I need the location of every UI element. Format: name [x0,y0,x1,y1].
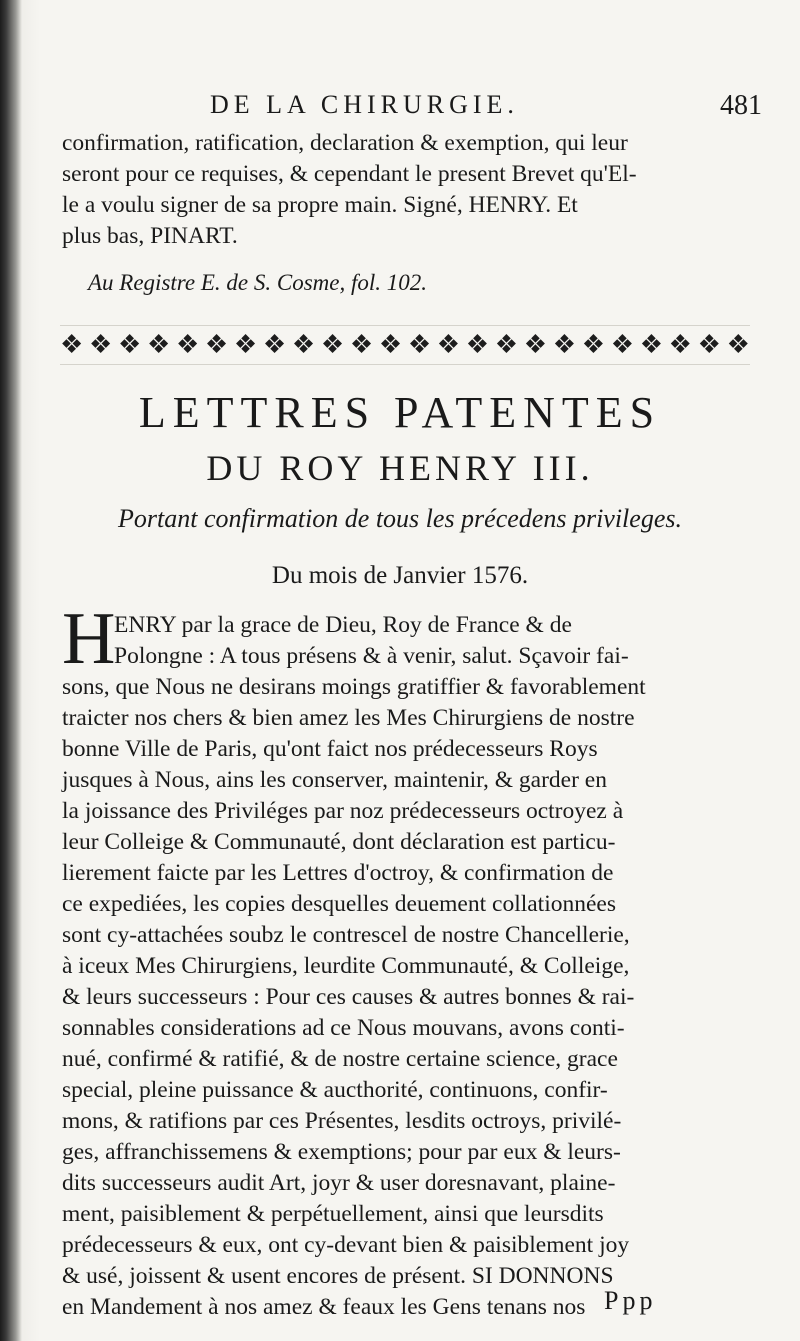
text-line: bonne Ville de Paris, qu'ont faict nos prédecesseurs Roys [62,736,598,762]
fleuron-icon: ❖ [523,330,548,360]
document-title-line-2: DU ROY HENRY III. [206,448,594,488]
fleuron-icon: ❖ [697,330,721,360]
page-number: 481 [720,90,762,121]
fleuron-icon: ❖ [291,330,316,360]
previous-text-block [62,128,752,252]
fleuron-icon: ❖ [639,330,663,360]
text-line: Polongne : A tous présens & à venir, salut. Sçavoir fai- [114,643,629,669]
fleuron-icon: ❖ [494,330,519,360]
text-line: nué, confirmé & ratifié, & de nostre certaine science, grace [62,1046,618,1072]
document-subtitle: Portant confirmation de tous les précedens privileges. [118,504,682,533]
text-line: sonnables considerations ad ce Nous mouvans, avons conti- [62,1015,625,1041]
fleuron-icon: ❖ [320,330,345,360]
fleuron-icon: ❖ [436,330,461,360]
text-line: plus bas, PINART. [62,223,238,249]
text-line: lierement faicte par les Lettres d'octroy, & confirmation de [62,860,614,886]
text-line: seront pour ce requises, & cependant le present Brevet qu'El- [62,161,637,187]
text-line: & usé, joissent & usent encores de présent. SI DONNONS [62,1263,614,1289]
text-line: & leurs successeurs : Pour ces causes & autres bonnes & rai- [62,984,635,1010]
register-note: Au Registre E. de S. Cosme, fol. 102. [88,270,427,295]
catchword: Ppp [604,1286,657,1315]
body-text-block [62,610,752,1323]
fleuron-icon: ❖ [581,330,606,360]
running-title: DE LA CHIRURGIE. [210,90,519,119]
fleuron-icon: ❖ [465,330,490,360]
page-header [210,90,770,124]
fleuron-icon: ❖ [552,330,577,360]
fleuron-icon: ❖ [349,330,374,360]
text-line: dits successeurs audit Art, joyr & user doresnavant, plaine- [62,1170,616,1196]
text-line: en Mandement à nos amez & feaux les Gens tenans nos [62,1294,586,1320]
text-line: ce expediées, les copies desquelles deuement collationnées [62,891,616,917]
fleuron-icon: ❖ [117,330,142,360]
text-line: leur Colleige & Communauté, dont déclaration est particu- [62,829,616,855]
book-spine-shadow [0,0,22,1341]
fleuron-icon: ❖ [60,330,84,360]
fleuron-icon: ❖ [668,330,692,360]
fleuron-icon: ❖ [610,330,635,360]
fleuron-icon: ❖ [233,330,258,360]
text-line: ment, paisiblement & perpétuellement, ainsi que leursdits [62,1201,604,1227]
fleuron-icon: ❖ [378,330,403,360]
date-line: Du mois de Janvier 1576. [271,562,529,589]
fleuron-icon: ❖ [204,330,229,360]
text-line: confirmation, ratification, declaration & exemption, qui leur [62,130,628,156]
text-line: ENRY par la grace de Dieu, Roy de France & de [114,612,572,638]
fleuron-icon: ❖ [407,330,432,360]
text-line: special, pleine puissance & aucthorité, continuons, confir- [62,1077,608,1103]
text-line: à iceux Mes Chirurgiens, leurdite Communauté, & Colleige, [62,953,630,979]
fleuron-icon: ❖ [146,330,171,360]
text-line: ges, affranchissemens & exemptions; pour par eux & leurs- [62,1139,621,1165]
text-line: la joissance des Priviléges par noz prédecesseurs octroyez à [62,798,624,824]
text-line: jusques à Nous, ains les conserver, maintenir, & garder en [62,767,607,793]
fleuron-icon: ❖ [726,330,750,360]
drop-cap: H [62,598,116,680]
text-line: prédecesseurs & eux, ont cy-devant bien & paisiblement joy [62,1232,630,1258]
fleuron-icon: ❖ [262,330,287,360]
fleuron-icon: ❖ [88,330,113,360]
text-line: le a voulu signer de sa propre main. Signé, HENRY. Et [62,192,578,218]
text-line: sont cy-attachées soubz le contrescel de nostre Chancellerie, [62,922,630,948]
text-line: sons, que Nous ne desirans moings gratiffier & favorablement [62,674,646,700]
ornament-band [60,325,750,365]
text-line: mons, & ratifions par ces Présentes, lesdits octroys, privilé- [62,1108,622,1134]
document-title: LETTRES PATENTES [138,388,662,437]
fleuron-icon: ❖ [175,330,200,360]
text-line: traicter nos chers & bien amez les Mes Chirurgiens de nostre [62,705,635,731]
